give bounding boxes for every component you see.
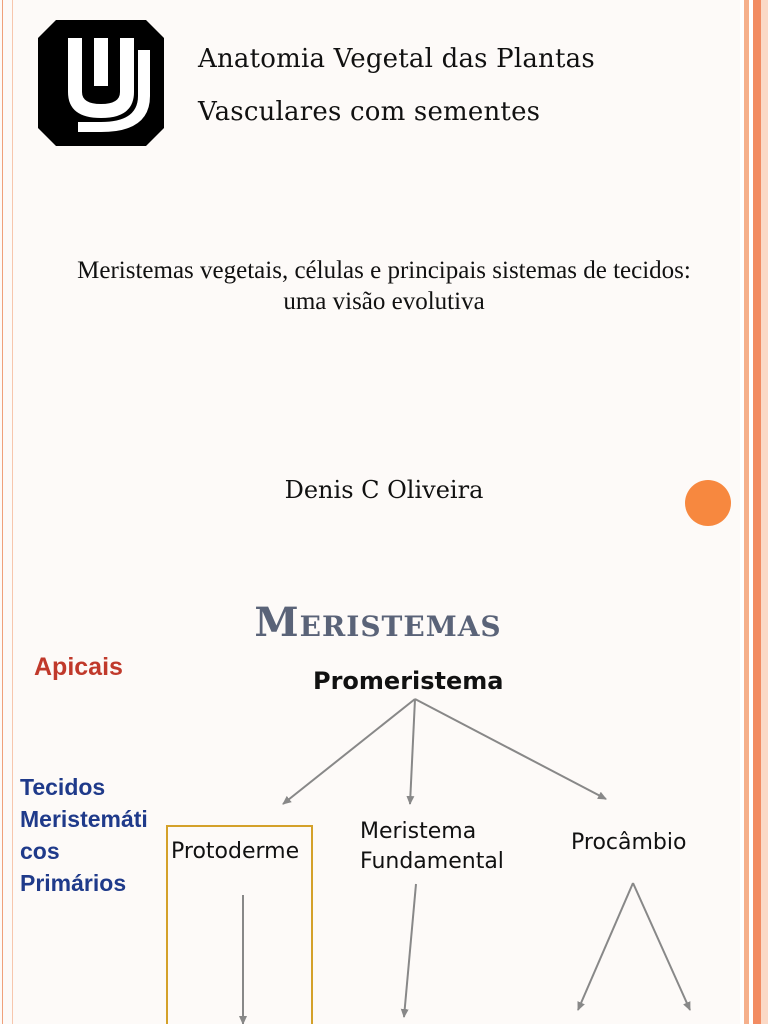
node-procambio: Procâmbio bbox=[571, 830, 687, 855]
arrow-procambio-left bbox=[578, 883, 633, 1010]
meristema-line-1: Meristema bbox=[360, 819, 477, 844]
arrow-meristema-down bbox=[404, 884, 416, 1017]
tecidos-line-4: Primários bbox=[20, 870, 127, 896]
tecidos-line-1: Tecidos bbox=[20, 774, 106, 800]
apicais-label: Apicais bbox=[34, 653, 123, 681]
arrow-procambio-right bbox=[633, 883, 690, 1010]
university-logo-icon bbox=[38, 20, 164, 146]
subtitle-line-2: uma visão evolutiva bbox=[283, 288, 485, 315]
title-line-1: Anatomia Vegetal das Plantas bbox=[198, 44, 595, 74]
node-protoderme: Protoderme bbox=[171, 839, 300, 864]
arrow-to-meristema bbox=[410, 699, 415, 804]
node-promeristema: Promeristema bbox=[313, 667, 504, 695]
orange-circle-icon bbox=[685, 480, 731, 526]
subtitle bbox=[0, 255, 768, 317]
diagram-arrows bbox=[0, 577, 768, 1024]
meristema-line-2: Fundamental bbox=[360, 849, 504, 874]
tecidos-line-3: cos bbox=[20, 838, 60, 864]
tecidos-line-2: Meristemáti bbox=[20, 806, 148, 832]
arrow-to-procambio bbox=[415, 699, 606, 799]
arrow-to-protoderme bbox=[283, 699, 415, 804]
slide-meristemas bbox=[0, 577, 768, 1024]
author-name: Denis C Oliveira bbox=[284, 476, 484, 504]
title-line-2: Vasculares com sementes bbox=[198, 97, 541, 127]
subtitle-line-1: Meristemas vegetais, células e principais sistemas de tecidos: bbox=[77, 257, 691, 284]
slide-heading: Meristemas bbox=[254, 599, 502, 646]
